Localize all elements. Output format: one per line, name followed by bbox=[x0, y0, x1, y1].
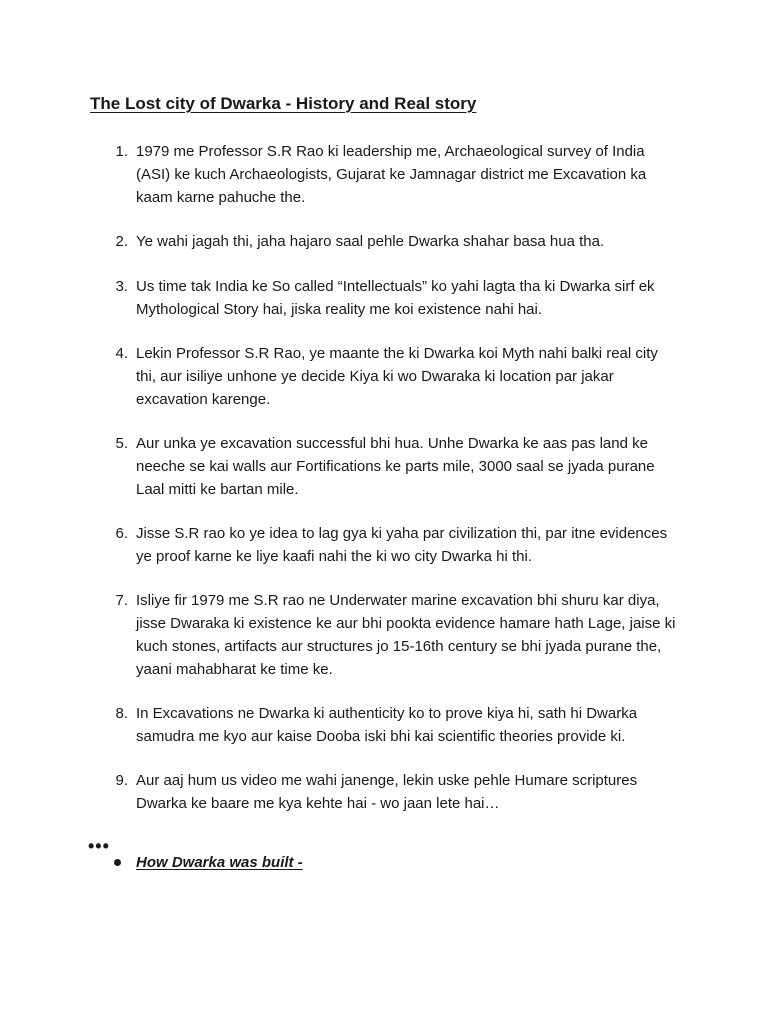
list-item-number: 2. bbox=[115, 233, 128, 250]
list-item-number: 8. bbox=[115, 705, 128, 722]
list-item-text bbox=[136, 769, 676, 815]
text-line: Ye wahi jagah thi, jaha hajaro saal pehle Dwarka shahar basa hua tha. bbox=[136, 233, 605, 250]
list-item-text bbox=[136, 522, 676, 568]
text-line: Laal mitti ke bartan mile. bbox=[136, 481, 299, 498]
section-heading: How Dwarka was built - bbox=[136, 854, 303, 871]
list-item-number: 3. bbox=[115, 278, 128, 295]
text-line: kuch stones, artifacts aur structures jo 15-16th century se bhi jyada purane the, bbox=[136, 638, 662, 655]
text-line: Aur aaj hum us video me wahi janenge, lekin uske pehle Humare scriptures bbox=[136, 772, 638, 789]
text-line: ye proof karne ke liye kaafi nahi the ki wo city Dwarka hi thi. bbox=[136, 548, 533, 565]
text-line: neeche se kai walls aur Fortifications ke parts mile, 3000 saal se jyada purane bbox=[136, 458, 655, 475]
text-line: excavation karenge. bbox=[136, 391, 271, 408]
text-line: samudra me kyo aur kaise Dooba iski bhi kai scientific theories provide ki. bbox=[136, 728, 626, 745]
text-line: Dwarka ke baare me kya kehte hai - wo jaan lete hai… bbox=[136, 795, 500, 812]
list-item-text bbox=[136, 702, 676, 748]
text-line: Aur unka ye excavation successful bhi hua. Unhe Dwarka ke aas pas land ke bbox=[136, 435, 648, 452]
list-item-text bbox=[136, 589, 676, 681]
list-item-number: 6. bbox=[115, 525, 128, 542]
text-line: Mythological Story hai, jiska reality me koi existence nahi hai. bbox=[136, 301, 543, 318]
text-line: In Excavations ne Dwarka ki authenticity ko to prove kiya hi, sath hi Dwarka bbox=[136, 705, 638, 722]
list-item-number: 5. bbox=[115, 435, 128, 452]
text-line: 1979 me Professor S.R Rao ki leadership me, Archaeological survey of India bbox=[136, 143, 645, 160]
list-item-number: 4. bbox=[115, 345, 128, 362]
list-item-text bbox=[136, 342, 676, 411]
list-item-text bbox=[136, 230, 676, 253]
text-line: kaam karne pahuche the. bbox=[136, 189, 306, 206]
text-line: Us time tak India ke So called “Intellectuals” ko yahi lagta tha ki Dwarka sirf ek bbox=[136, 278, 655, 295]
text-line: jisse Dwaraka ki existence ke aur bhi pookta evidence hamare hath Lage, jaise ki bbox=[136, 615, 676, 632]
text-line: (ASI) ke kuch Archaeologists, Gujarat ke Jamnagar district me Excavation ka bbox=[136, 166, 647, 183]
list-item-text bbox=[136, 140, 676, 209]
list-item-number: 7. bbox=[115, 592, 128, 609]
list-item-text bbox=[136, 275, 676, 321]
list-item-number: 1. bbox=[115, 143, 128, 160]
text-line: Lekin Professor S.R Rao, ye maante the ki Dwarka koi Myth nahi balki real city bbox=[136, 345, 658, 362]
bullet-dot-icon bbox=[114, 859, 121, 866]
list-item-number: 9. bbox=[115, 772, 128, 789]
list-item-text bbox=[136, 432, 676, 501]
document-title: The Lost city of Dwarka - History and Real story bbox=[90, 94, 477, 113]
text-line: Isliye fir 1979 me S.R rao ne Underwater marine excavation bhi shuru kar diya, bbox=[136, 592, 660, 609]
text-line: Jisse S.R rao ko ye idea to lag gya ki yaha par civilization thi, par itne evidences bbox=[136, 525, 668, 542]
text-line: thi, aur isiliye unhone ye decide Kiya ki wo Dwaraka ki location par jakar bbox=[136, 368, 614, 385]
text-line: yaani mahabharat ke time ke. bbox=[136, 661, 333, 678]
section-separator: ••• bbox=[88, 836, 110, 856]
